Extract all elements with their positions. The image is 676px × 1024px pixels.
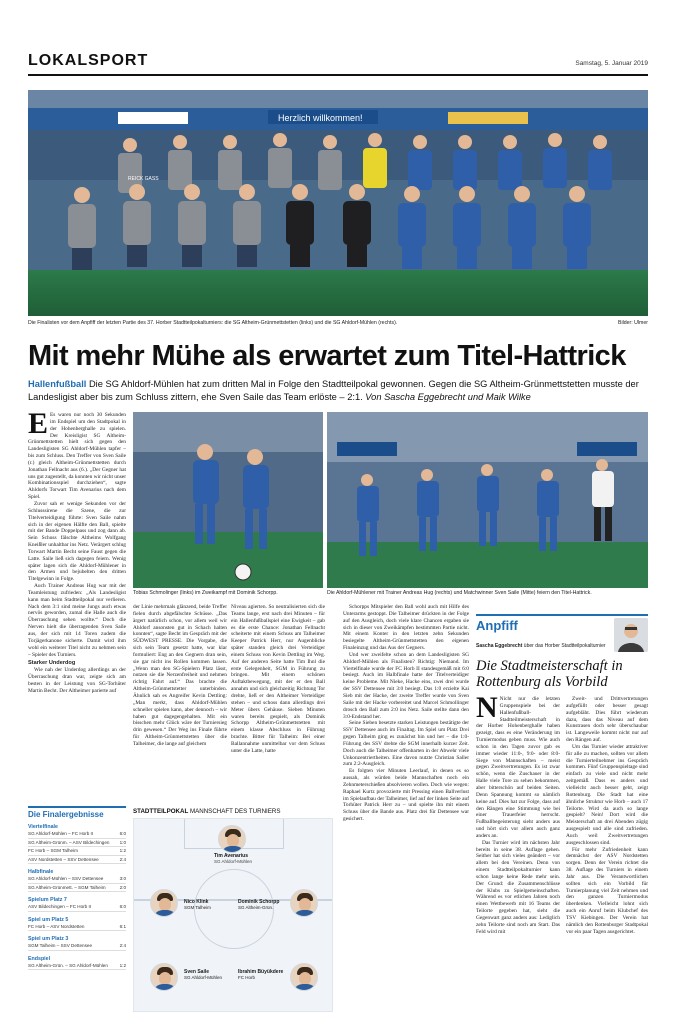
lead-kicker: Hallenfußball — [28, 379, 87, 389]
comment-col2-text: Zweit- und Drittvertretungen aufgefüllt oder besser gesagt aufgebläht. Dies führt wiederum dazu, dass das Niveau auf dem Kunstrasen doch sehr überschaubar ist. Langeweile kommt nicht nur auf den Rängen auf. — [566, 696, 648, 744]
player-label — [184, 899, 211, 910]
result-score: 1:0 — [119, 839, 126, 845]
comment-col2-text-b: Um das Turnier wieder attraktiver für alle zu machen, sollten vor allem die Turnierteilnehmer ins Gespräch kommen. Fünf Gruppenspieltage sind einfach zu viele und nicht mehr zeitgemäß. Dass es anders und vielleicht auch besser geht, zeigt Rottenburg. Die Stadt hat eine ähnliche Struktur wie Horb – auch 17 Teilorte. Wird da auch so lange gespielt? Nein! Dort wird die Meisterschaft an drei Abenden zügig ausgespielt und alle sind zufrieden. Auch weil Zweitvertretungen ausgeschlossen sind. — [566, 743, 648, 846]
article-column-2: der Linie mehrmals glänzend, beide Treffer fielen durch abgefälschte Schüsse. „Das ärgert natürlich schon, vor allem weil wir Ahldorf ansonsten gut in Schach halten konnten“, sagte Becht im Gespräch mit der SÜDWEST PRESSE. Die Vorgabe, die sich sein Team gesetzt hatte, war klar formuliert: Eng an den Gegnern dran sein, sie gar nicht ins Rollen kommen lassen. „Wenn man den SG-Spielern Platz lässt, nutzen sie die Nerzenfreiheit und nehmen richtig Fahrt auf.“ Das brachte die Altheim-Grünmettstetter unterbinden. Ähnlich sah es Angreifer Kevin Dettling: „Man merkt, dass Ahldorf-Mühlen schneller spielen kann, aber dennoch – wir haben gut dagegengehalten. Mit ein bisschen mehr Glück wäre der Turniersieg drin gewesen.“ Der Weg ins Finale führte für Altheim-Grünmettstetten über die Talheimer, die lange auf gleichem — [133, 604, 227, 747]
player-card — [150, 963, 178, 991]
col1-text-c: Auch Trainer Andreas Hug war mit der Teamleistung zufrieden: „Als Landesligist kann man beim Stadtteilpokal nur verlieren. Nach dem 3:1 sind meine Jungs auch etwas nervös geworden, zumal die Halle auch die Überraschung sehen wollte.“ Doch die Nerven hielt die überragenden Sven Saile aus, der sich mit 14 Toren zudem die Torjägerkanone sicherte. Damit wird ihm wohl ein weiterer Titel nicht zu nehmen sein – Spieler des Turniers. — [28, 583, 126, 658]
player-club: SG Ahldorf-Mühlen — [214, 859, 253, 864]
celebration-photo-illustration — [327, 412, 648, 588]
result-score: 6:1 — [119, 923, 126, 929]
team-title-bold: STADTTEILPOKAL — [133, 808, 189, 815]
team-title-rest: MANNSCHAFT DES TURNIERS — [189, 808, 281, 815]
round-title: Spielum Platz 7 — [28, 897, 67, 903]
result-score: 1:2 — [119, 848, 126, 853]
result-row — [28, 884, 126, 893]
article-headline: Mit mehr Mühe als erwartet zum Titel-Hattrick — [28, 340, 626, 372]
banner-text: Herzlich willkommen! — [278, 113, 363, 123]
result-score: 2:0 — [119, 884, 126, 890]
author-portrait-illustration — [614, 618, 648, 652]
comment-col1-text-b: Das Turnier wird im nächsten Jahr bereits in seine 38. Auflage gehen. Seither hat sich vieles geändert – vor allem bei den Vereinen. Denn von einem Stadtteilpokalturnier kann schon lange keine Rede mehr sein. Der Grund: die Zusammenschlüsse der Klubs zu Spielgemeinschaften. Während es vor etlichen Jahren noch einen Wettbewerb mit 16 Teams der Teilorte gegeben hat, sieht die Gegenwart ganz anders aus: Lediglich zehn Teilorte sind noch am Start. Das Feld wird mit — [476, 839, 560, 935]
player-label — [184, 969, 222, 980]
result-match: SGM Talheim – SSV Dettensee — [28, 943, 93, 948]
comment-drop-cap: N — [476, 696, 498, 724]
round-title: Spiel um Platz 3 — [28, 936, 69, 942]
lead-authors: Von Sascha Eggebrecht und Maik Wilke — [365, 392, 531, 402]
match-photo-left-illustration — [133, 412, 323, 588]
result-row — [28, 856, 126, 865]
article-column-3: Niveau agierten. So neutralisierten sich die Teams lange, erst nach drei Minuten – für ein Hallenfußballspiel eine Ewigkeit – gab es die erste Chance: Jonathan Fellnacht scheiterte mit einem Schuss am Talheimer Keeper Patrick Herr, nur Augenblicke später standen gleich drei Verteidiger einem Schuss von Kevin Dettling im Weg. Auf der anderen Seite hatte Tim Ihnl die erste Gelegenheit, SGM in Führung zu bringen. Mit einem schönen Auftaktbewegung, mit der er den Ball annahm und sich gleichzeitig Richtung Tor drehte, ließ er den Altheimer Verteidiger stehen – und schoss dann allerdings drei Meter übers Gehäuse. Sieben Minuten waren bereits gespielt, als Dominik Schorpp Altheim-Grünmettstetten mit einem klasse Abschluss in Führung brachte. Bitter für Talheim: Bei einer Ballannahme unmittelbar vor dem Schuss unter die Latte, hatte — [231, 604, 325, 754]
player-club: SGM Talheim — [184, 905, 211, 910]
result-match: SG Altheim-Grünm. – ASV Bildechingen — [28, 839, 110, 845]
final-results-title: Die Finalergebnisse — [28, 806, 126, 819]
article-lead — [28, 378, 648, 404]
section-title: LOKALSPORT — [28, 52, 149, 69]
comment-headline: Die Stadtmeisterschaft in Rottenburg als Vorbild — [476, 658, 623, 690]
player-photo — [290, 963, 318, 991]
round-title: Halbfinale — [28, 869, 54, 875]
comment-column-2 — [566, 696, 648, 1014]
photo-credit: Bilder: Ulmer — [618, 320, 648, 326]
result-match: FC Horb – ASV Nordstetten — [28, 923, 85, 929]
player-photo — [290, 889, 318, 917]
celebration-photo — [327, 412, 648, 588]
player-name: Tim Avenarius — [214, 853, 248, 859]
col4-text-d: Es folgten vier Minuten Leerlauf, in denen es so aussah, als würden beide Mannschaften noch ein Zehnmeterschießen absolvieren wollen. Doch wie wegen: Raphael Kurtz provozierte mit Pressing einen Ballverlust im Spielaufbau der Talheimer, lief auf der linken Seite auf Torhüter Patrick Herr zu – und spielte ihn mit einem Schuss über die Bande aus. Platz drei für Dettensee war gesichert. — [343, 768, 469, 823]
result-row — [28, 875, 126, 884]
result-score: 2:4 — [119, 856, 126, 862]
sponsor-text: REICK GASS — [128, 176, 159, 182]
col1-text: Es waren nur noch 30 Sekunden im Endspiel um den Stadtpokal in der Hohenberghalle zu spielen. Der Kreisligist SG Altheim-Grünmettstetten hielt sich gegen den Landesligisten SG Ahldorf-Mühlen tapfer – bis zum Schluss. Den Treffer von Sven Saile (r.) gleich Altheim-Grünmettstetten durch Jonathan Fellnacht aus (6.). „Der Gegner hat uns gut zugestellt, da konnten wir nicht unser Kombinationsspiel durchziehen“, sagte Ahldorfs Torwart Tim Avenarius nach dem Spiel. — [28, 412, 126, 501]
match-photo-left-caption: Tobias Schmolinger (links) im Zweikampf mit Dominik Schorpp. — [133, 590, 278, 596]
result-match: ASV Bildechingen – FC Horb II — [28, 904, 92, 909]
player-name: Nico Klink — [184, 899, 209, 905]
result-score: 3:0 — [119, 876, 126, 881]
player-card — [290, 963, 318, 991]
team-pitch-graphic — [133, 818, 333, 1012]
player-club: FC Horb — [238, 975, 256, 980]
article-column-1 — [28, 412, 126, 800]
result-match: SG Altheim-Grün. – SG Ahldorf-Mühlen — [28, 962, 108, 968]
result-row — [28, 942, 126, 951]
player-card — [214, 825, 253, 865]
drop-cap: E — [28, 412, 49, 440]
author-portrait — [614, 618, 648, 652]
issue-date: Samstag, 5. Januar 2019 — [575, 60, 648, 67]
round-title: Endspiel — [28, 955, 51, 962]
team-of-tournament-title — [133, 808, 281, 815]
team-photo-illustration — [28, 90, 648, 316]
result-match: SG Ahldorf-Mühlen – FC Horb II — [28, 831, 94, 836]
col4-text-c: Seine Sieben besetzte starken Leistungen bestätigte der SSV Dettensee auch im Finaltag. Im Spiel um Platz Drei gegen Talheim ging es zunächst hin und her – die 1:0-Führung des SSV drehte die SGM innerhalb kurzer Zeit. Doch auch die Talheimer offenbarten in der Abwehr viele Unkonzentriertheiten. Eine davon nutzte Christian Saller zum 2:2-Ausgleich. — [343, 720, 469, 768]
comment-author-name: Sascha Eggebrecht — [476, 643, 523, 649]
round-title: Viertelfinale — [28, 824, 58, 830]
comment-label: Anpfiff — [476, 614, 648, 633]
final-results-box — [28, 806, 126, 970]
lead-text: Die SG Ahldorf-Mühlen hat zum dritten Mal in Folge den Stadtteilpokal gewonnen. Gegen die SG Altheim-Grünmettstetten musste der Landesligist aber bis zum Schluss zittern, ehe Sven Saile das Team erlöste – 2:1. — [28, 379, 639, 402]
result-row — [28, 962, 126, 971]
comment-col2-text-c: Für mehr Zufriedenheit kann demnächst der ASV Nordstetten sorgen. Denn der Verein richtet die 38. Auflage des Turniers in einem Jahr aus. Die Verantwortlichen sollten sich ein Vorbild für Turnierplanung viel Zeit nehmen und den ganzen Turniermodus überdenken. Vielleicht lohnt sich auch ein Anruf beim Klubchef des TSV Kiebingen. Der Verein hat nämlich den Rottenburger Stadtpokal vor ein paar Tagen ausgerichtet. — [566, 846, 648, 935]
player-name: Ibrahim Büyükdere — [238, 969, 284, 975]
comment-col1-text: Nicht nur die letzten Gruppenspiele bei der Hallenfußball-Stadtteilmeisterschaft in der Horber Hohenberghalle haben gezeigt, dass es eine Veränderung im Turniermodus geben muss. Wie auch schon in den Tagen zuvor gab es immer wieder 11:0-, 9:0- oder 8:0-Siege von Mannschaften – meist gegen Zweitvertretungen. Es ist zwar schön, wenn die Zuschauer in der Halle viele Tore zu sehen bekommen, aber bitterschön auf beiden Seiten. Denn Spannung kommt so nämlich keine auf. Dies hat zur Folge, dass auf den Rängen eine Stimmung wie bei einer Trauerfeier herrscht. Fußballbegeisterung sieht anders aus und hört sich vor allem auch ganz anders an. — [476, 696, 560, 839]
result-match: SG Ahldorf-Mühlen – SSV Dettensee — [28, 876, 104, 881]
result-match: SG Altheim-Grünmett. – SGM Talheim — [28, 884, 106, 890]
team-photo — [28, 90, 648, 316]
player-label — [238, 899, 279, 910]
comment-author-topic: über das Horber Stadtteilpokalturnier — [523, 643, 606, 649]
celebration-photo-caption: Die Ahldorf-Mühlener mit Trainer Andreas Hug (rechts) und Matchwinner Sven Saile (Mitte) feiern den Titel-Hattrick. — [327, 590, 592, 596]
result-score: 6:0 — [119, 904, 126, 909]
player-label — [238, 969, 283, 980]
result-row — [28, 839, 126, 848]
col1-text-d: Wie nah der Underdog allerdings an der Überraschung dran war, zeigte sich am besten in der Leistung von SG-Torhüter Martin Becht. Der Altheimer parierte auf — [28, 667, 126, 694]
player-name: Dominik Schorpp — [238, 899, 280, 905]
col1-text-b: Zuvor sah er wenige Sekunden vor der Schlusssirene die Szene, die zur Titelverteidigung führte: Sven Saile nahm sich in der eigenen Hälfte den Ball, spielte mit der Bande Doppelpass und zog dann ab. Sein Schuss fälschte Altheims Wolfgang Kneißler unhaltbar ins Netz. Verärgert schlug Torwart Martin Becht seine Faust gegen die Latte. Saile ließ sich dagegen feiern. Wenig später lagen sich die Ahldorf-Mühlener in den Armen und bejubelten den dritten Titelgewinn in Folge. — [28, 500, 126, 583]
article-column-4 — [343, 604, 469, 1014]
result-score: 2:4 — [119, 943, 126, 948]
match-photo-left — [133, 412, 323, 588]
result-score: 6:0 — [119, 831, 126, 836]
result-row — [28, 903, 126, 912]
col4-text-b: Und wer zweifelte schon an dem Landesligisten SG Ahldorf-Mühlen als Finalisten? Richtig: Niemand. Im Viertelfinale wurde der FC Horb II standesgemäß mit 6:0 besiegt. Auch im Halbfinale hatte der Titelverteidiger keine Probleme. Mit Nieke, Hacke eins, zwei drei wurde der SSV Dettensee mit 3:0 besiegt. Das 1:0 erzielte Kai Sieb mit der Hacke, der zweite Treffer wurde von Sven Saile mit der Hacke vorbereitet und Marcel Schmollinger drosch den Ball zum 2:0 ins Netz. Saile stellte dann den 3:0-Endstand her. — [343, 651, 469, 720]
results-rounds — [28, 824, 126, 970]
team-photo-caption: Die Finalisten vor dem Anpfiff der letzten Partie des 37. Horber Stadtteilpokalturniers: die SG Altheim-Grünmettstetten (links) und die SG Ahldorf-Mühlen (rechts). — [28, 320, 398, 326]
col4-text: Schorpps Mitspieler den Ball wohl auch mit Hilfe des Unterarms gestoppt. Die Talheimer drückten in der Folge auf den Ausgleich, doch viele klare Chancen ergaben sie sich in dieser von Zweikämpfen bestimmten Partie nicht. Mit einem Konter in den letzten zehn Sekunden besiegelte Altheim-Grünmettstetten den eigenen Finaleinzug und das Aus der Gegners. — [343, 604, 469, 652]
round-title: Spiel um Platz 5 — [28, 916, 69, 923]
result-row — [28, 830, 126, 839]
subhead-underdog: Starker Underdog — [28, 660, 76, 667]
player-card — [150, 889, 178, 917]
player-club: SG Ahldorf-Mühlen — [184, 975, 223, 980]
comment-column-1 — [476, 696, 560, 1014]
player-photo — [150, 963, 178, 991]
player-club: SG Altheim-Grün. — [238, 905, 274, 910]
player-photo — [150, 889, 178, 917]
result-match: FC Horb – SGM Talheim — [28, 848, 78, 853]
player-photo — [218, 825, 246, 853]
player-name: Sven Saile — [184, 969, 210, 975]
result-row — [28, 847, 126, 856]
result-score: 1:2 — [119, 962, 126, 968]
result-match: ASV Nordstetten – SSV Dettensee — [28, 856, 99, 862]
player-card — [290, 889, 318, 917]
header-rule — [28, 74, 648, 76]
result-row — [28, 923, 126, 932]
